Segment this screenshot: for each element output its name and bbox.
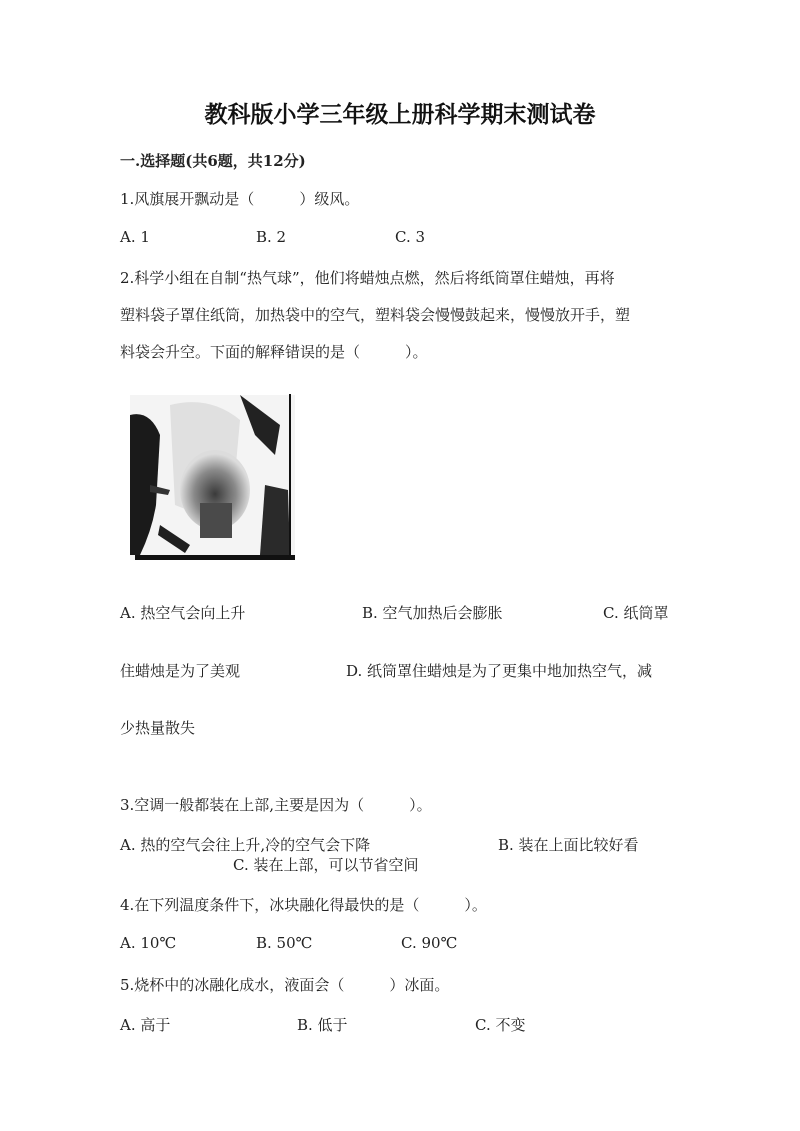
question-5-option-a: A. 高于 (120, 1016, 171, 1034)
question-3-option-a: A. 热的空气会往上升,冷的空气会下降 (120, 836, 371, 854)
photo-border-line (289, 394, 291, 560)
question-4-option-b: B. 50℃ (256, 934, 313, 952)
question-3-option-b: B. 装在上面比较好看 (498, 836, 639, 854)
question-5-option-c: C. 不变 (475, 1016, 526, 1034)
question-2-option-d-continued: 少热量散失 (120, 719, 196, 737)
question-5-option-b: B. 低于 (297, 1016, 348, 1034)
question-2-option-c-part-1: C. 纸筒罩 (603, 604, 669, 622)
question-2-stem-line-1: 2.科学小组在自制“热气球”，他们将蜡烛点燃，然后将纸筒罩住蜡烛，再将 (120, 269, 615, 287)
question-5-stem: 5.烧杯中的冰融化成水，液面会（ ）冰面。 (120, 976, 450, 994)
section-heading: 一.选择题(共6题，共12分) (120, 152, 306, 170)
question-1-option-c: C. 3 (395, 228, 426, 246)
hot-air-balloon-photo (130, 395, 295, 560)
question-4-stem: 4.在下列温度条件下，冰块融化得最快的是（ ）。 (120, 896, 487, 914)
question-2-option-d: D. 纸筒罩住蜡烛是为了更集中地加热空气，减 (346, 662, 653, 680)
question-4-option-a: A. 10℃ (120, 934, 177, 952)
question-2-option-c-part-2: 住蜡烛是为了美观 (120, 662, 241, 680)
question-1-option-a: A. 1 (120, 228, 150, 246)
page-title: 教科版小学三年级上册科学期末测试卷 (204, 101, 596, 128)
question-2-option-b: B. 空气加热后会膨胀 (362, 604, 503, 622)
question-2-stem-line-3: 料袋会升空。下面的解释错误的是（ ）。 (120, 343, 428, 361)
question-3-stem: 3.空调一般都装在上部,主要是因为（ ）。 (120, 796, 432, 814)
question-4-option-c: C. 90℃ (401, 934, 458, 952)
question-1-stem: 1.风旗展开飘动是（ ）级风。 (120, 190, 360, 208)
question-3-option-c: C. 装在上部，可以节省空间 (233, 856, 419, 874)
question-2-option-a: A. 热空气会向上升 (120, 604, 246, 622)
question-2-stem-line-2: 塑料袋子罩住纸筒，加热袋中的空气，塑料袋会慢慢鼓起来，慢慢放开手，塑 (120, 306, 631, 324)
question-1-option-b: B. 2 (256, 228, 287, 246)
